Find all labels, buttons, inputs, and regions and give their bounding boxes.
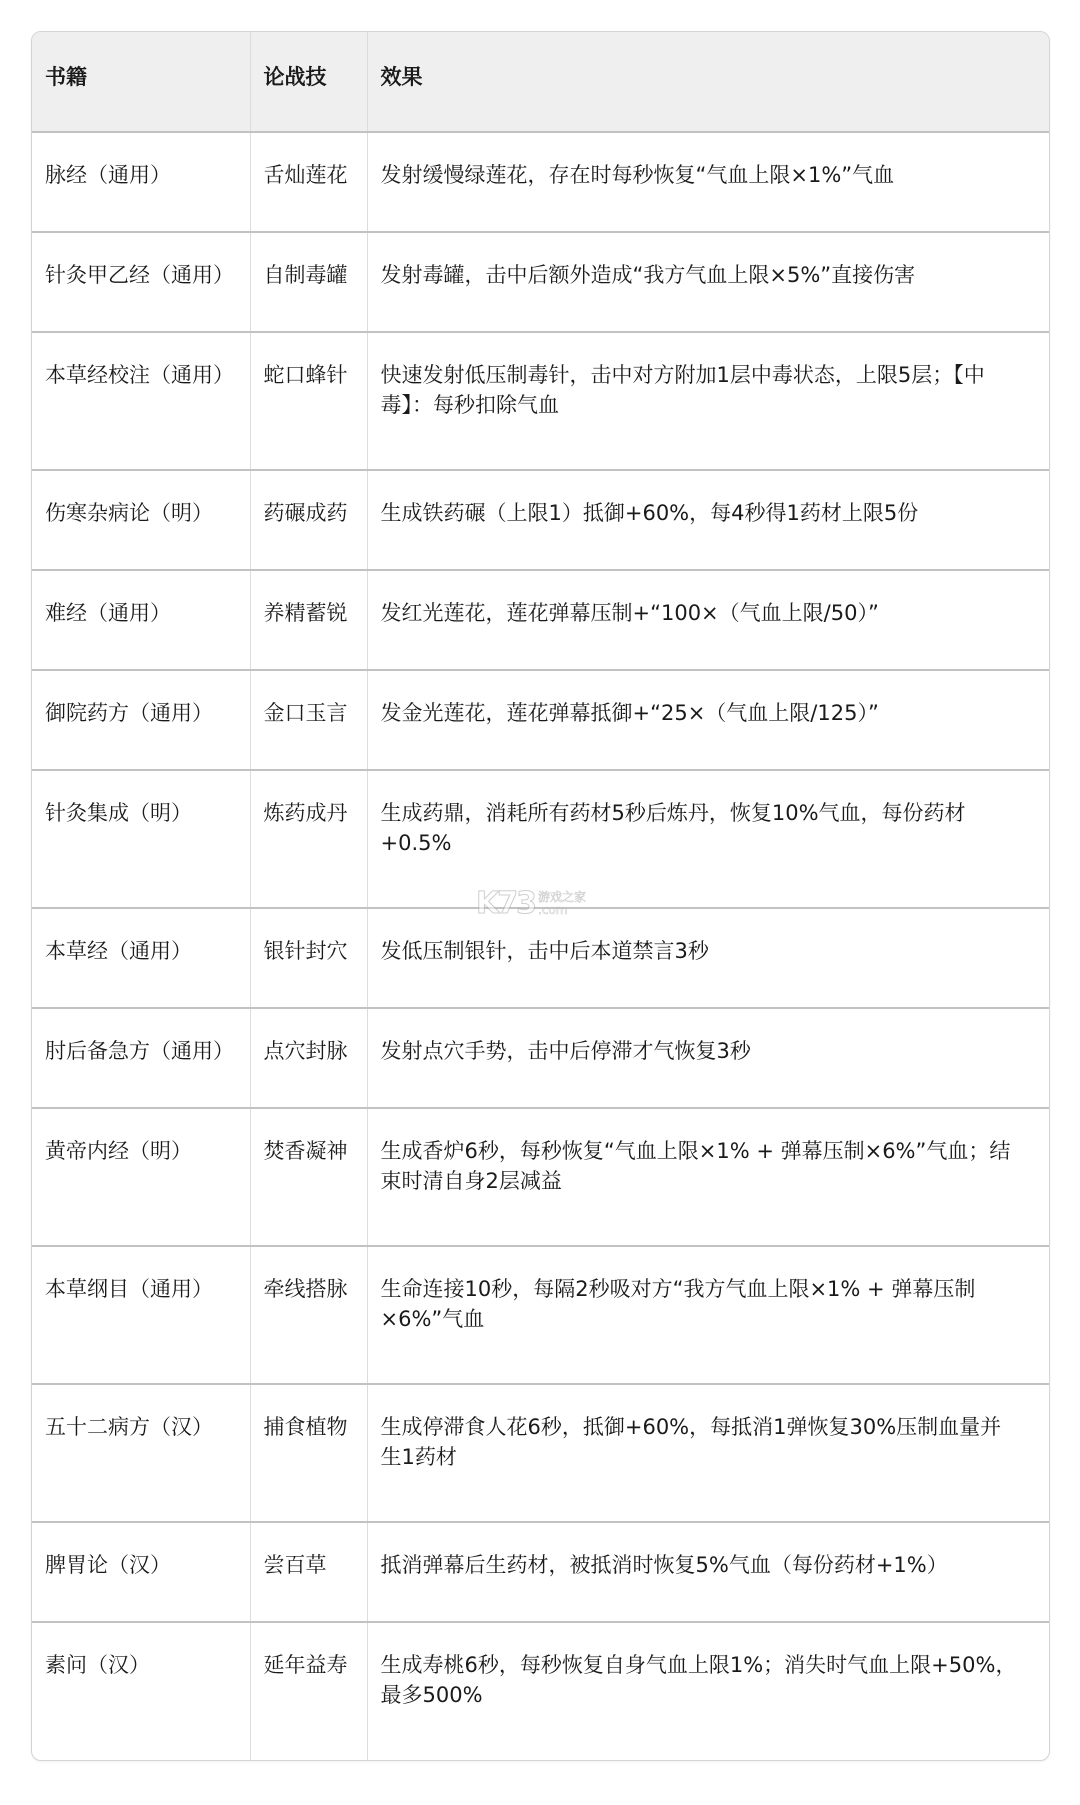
cell-book: 本草纲目（通用） [32,1246,250,1384]
cell-effect [367,570,1049,670]
cell-effect [367,908,1049,1008]
cell-skill: 养精蓄锐 [250,570,367,670]
effect-line: 抵消弹幕后生药材，被抵消时恢复5%气血（每份药材+1%） [380,1553,948,1577]
header-skill: 论战技 [250,32,367,132]
cell-book: 难经（通用） [32,570,250,670]
cell-skill: 捕食植物 [250,1384,367,1522]
cell-effect [367,1522,1049,1622]
cell-book: 五十二病方（汉） [32,1384,250,1522]
cell-book: 伤寒杂病论（明） [32,470,250,570]
cell-skill: 炼药成丹 [250,770,367,908]
table-row [32,570,1049,670]
cell-effect [367,132,1049,232]
effect-line: 发金光莲花，莲花弹幕抵御+“25×（气血上限/125）” [380,701,879,725]
cell-skill: 延年益寿 [250,1622,367,1760]
cell-effect [367,1008,1049,1108]
table-row [32,232,1049,332]
table-row [32,1384,1049,1522]
watermark-domain: .com [538,902,568,917]
skills-table [32,32,1049,1760]
effect-line: 毒】：每秒扣除气血 [380,393,559,417]
cell-effect [367,1622,1049,1760]
watermark-cn: 游戏之家 [538,889,587,904]
cell-skill: 银针封穴 [250,908,367,1008]
cell-skill: 舌灿莲花 [250,132,367,232]
cell-skill: 尝百草 [250,1522,367,1622]
cell-skill: 点穴封脉 [250,1008,367,1108]
cell-effect [367,1108,1049,1246]
effect-line: 生成停滞食人花6秒，抵御+60%，每抵消1弹恢复30%压制血量并 [380,1415,1002,1439]
table-row [32,132,1049,232]
table-row [32,670,1049,770]
table-row [32,908,1049,1008]
effect-line: 生成寿桃6秒，每秒恢复自身气血上限1%；消失时气血上限+50%， [380,1653,1017,1677]
table-row [32,1622,1049,1760]
cell-book: 素问（汉） [45,1653,150,1677]
cell-skill: 牵线搭脉 [250,1246,367,1384]
cell-effect [367,232,1049,332]
effect-line: 生命连接10秒，每隔2秒吸对方“我方气血上限×1% + 弹幕压制 [380,1277,976,1301]
cell-effect [367,470,1049,570]
cell-skill: 焚香凝神 [250,1108,367,1246]
cell-effect [367,1246,1049,1384]
cell-effect [367,770,1049,908]
cell-book: 针灸甲乙经（通用） [32,232,250,332]
cell-book: 黄帝内经（明） [32,1108,250,1246]
table-row [32,1008,1049,1108]
cell-book: 本草经（通用） [32,908,250,1008]
effect-line: 束时清自身2层减益 [380,1169,562,1193]
header-book: 书籍 [32,32,250,132]
cell-skill: 蛇口蜂针 [250,332,367,470]
cell-skill: 药碾成药 [250,470,367,570]
table-row [32,332,1049,470]
cell-book: 御院药方（通用） [32,670,250,770]
cell-effect [367,1384,1049,1522]
effect-line: 生成香炉6秒，每秒恢复“气血上限×1% + 弹幕压制×6%”气血；结 [380,1139,1011,1163]
effect-line: 发射毒罐，击中后额外造成“我方气血上限×5%”直接伤害 [380,263,916,287]
cell-skill: 自制毒罐 [250,232,367,332]
effect-line: 生成药鼎，消耗所有药材5秒后炼丹，恢复10%气血，每份药材 [380,801,966,825]
header-effect: 效果 [367,32,1049,132]
table-row [32,1246,1049,1384]
effect-line: 最多500% [380,1683,483,1707]
effect-line: +0.5% [380,831,452,855]
skills-table-container [31,31,1050,1761]
cell-book: 脉经（通用） [32,132,250,232]
effect-line: 发射点穴手势，击中后停滞才气恢复3秒 [380,1039,751,1063]
table-row [32,470,1049,570]
effect-line: 发红光莲花，莲花弹幕压制+“100×（气血上限/50）” [380,601,879,625]
effect-line: 发低压制银针，击中后本道禁言3秒 [380,939,709,963]
table-row [32,770,1049,908]
effect-line: 生成铁药碾（上限1）抵御+60%，每4秒得1药材上限5份 [380,501,919,525]
cell-skill: 金口玉言 [250,670,367,770]
effect-line: ×6%”气血 [380,1307,485,1331]
cell-book: 脾胃论（汉） [32,1522,250,1622]
table-row [32,1522,1049,1622]
cell-effect [367,670,1049,770]
effect-line: 快速发射低压制毒针，击中对方附加1层中毒状态，上限5层；【中 [380,363,985,387]
cell-book: 本草经校注（通用） [32,332,250,470]
cell-book: 针灸集成（明） [32,770,250,908]
effect-line: 发射缓慢绿莲花，存在时每秒恢复“气血上限×1%”气血 [380,163,895,187]
cell-effect [367,332,1049,470]
cell-book: 肘后备急方（通用） [32,1008,250,1108]
watermark-logo: K73 [476,886,535,921]
table-row [32,1108,1049,1246]
table-header-row [32,32,1049,132]
effect-line: 生1药材 [380,1445,457,1469]
